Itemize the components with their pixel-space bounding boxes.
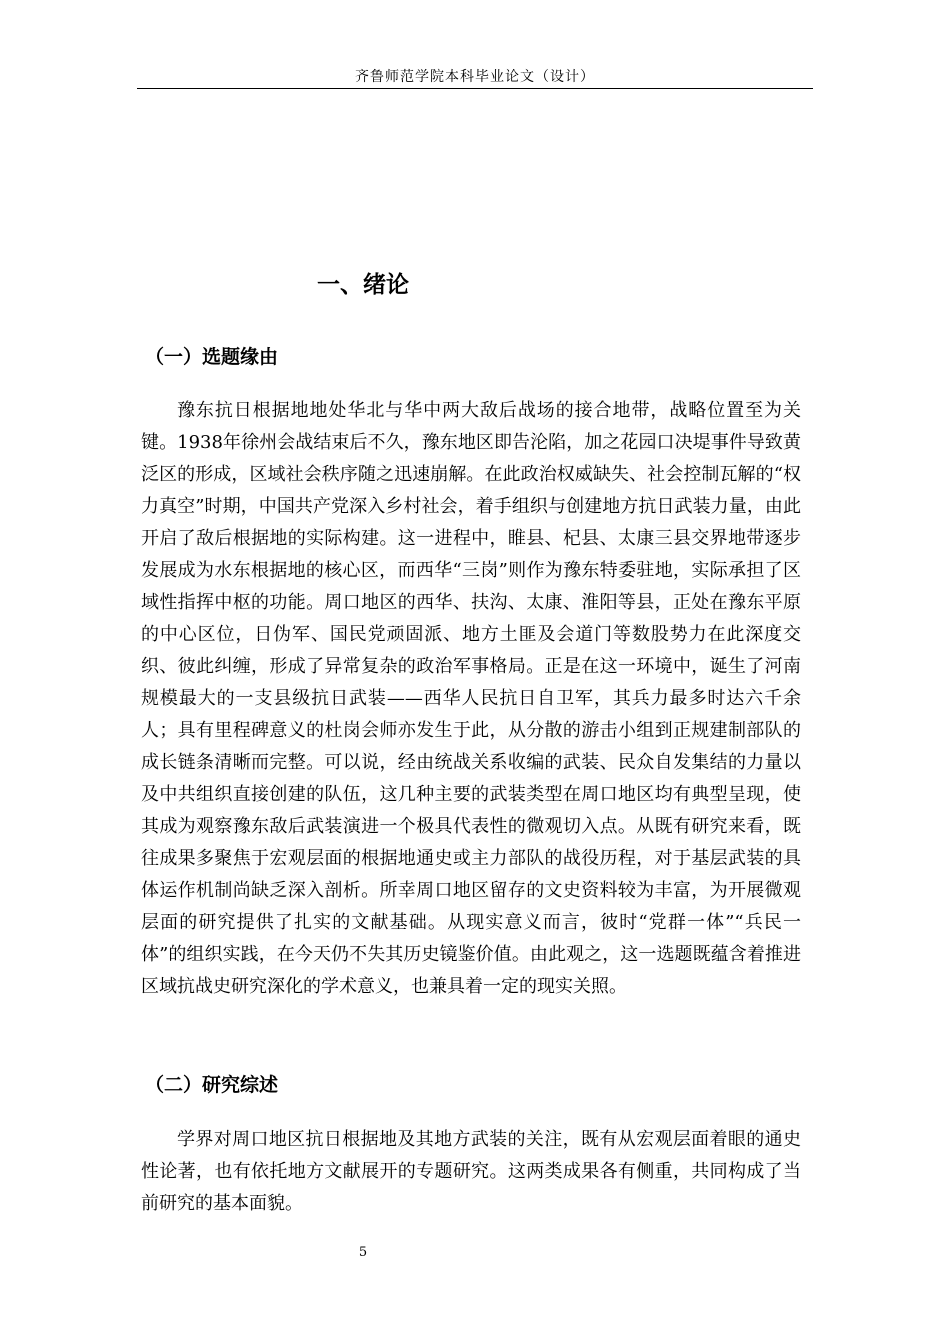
section-heading-literature-review: （二）研究综述 — [145, 1074, 279, 1096]
header-rule — [137, 88, 813, 89]
body-paragraph-literature-review: 学界对周口地区抗日根据地及其地方武装的关注，既有从宏观层面着眼的通史性论著，也有依托地方文献展开的专题研究。这两类成果各有侧重，共同构成了当前研究的基本面貌。 — [141, 1129, 801, 1214]
body-paragraph-topic-origin: 豫东抗日根据地地处华北与华中两大敌后战场的接合地带，战略位置至为关键。1938年徐州会战结束后不久，豫东地区即告沦陷，加之花园口决堤事件导致黄泛区的形成，区域社会秩序随之迅速崩解。在此政治权威缺失、社会控制瓦解的“权力真空”时期，中国共产党深入乡村社会，着手组织与创建地方抗日武装力量，由此开启了敌后根据地的实际构建。这一进程中，睢县、杞县、太康三县交界地带逐步发展成为水东根据地的核心区，而西华“三岗”则作为豫东特委驻地，实际承担了区域性指挥中枢的功能。周口地区的西华、扶沟、太康、淮阳等县，正处在豫东平原的中心区位，日伪军、国民党顽固派、地方土匪及会道门等数股势力在此深度交织、彼此纠缠，形成了异常复杂的政治军事格局。正是在这一环境中，诞生了河南规模最大的一支县级抗日武装——西华人民抗日自卫军，其兵力最多时达六千余人；具有里程碑意义的杜岗会师亦发生于此，从分散的游击小组到正规建制部队的成长链条清晰而完整。可以说，经由统战关系收编的武装、民众自发集结的力量以及中共组织直接创建的队伍，这几种主要的武装类型在周口地区均有典型呈现，使其成为观察豫东敌后武装演进一个极具代表性的微观切入点。从既有研究来看，既往成果多聚焦于宏观层面的根据地通史或主力部队的战役历程，对于基层武装的具体运作机制尚缺乏深入剖析。所幸周口地区留存的文史资料较为丰富，为开展微观层面的研究提供了扎实的文献基础。从现实意义而言，彼时“党群一体”“兵民一体”的组织实践，在今天仍不失其历史镜鉴价值。由此观之，这一选题既蕴含着推进区域抗战史研究深化的学术意义，也兼具着一定的现实关照。 — [141, 400, 801, 997]
page-header-title: 齐鲁师范学院本科毕业论文（设计） — [355, 69, 595, 85]
page-number: 5 — [358, 1245, 368, 1260]
chapter-title: 一、绪论 — [317, 272, 409, 298]
section-heading-topic-origin: （一）选题缘由 — [145, 346, 279, 368]
